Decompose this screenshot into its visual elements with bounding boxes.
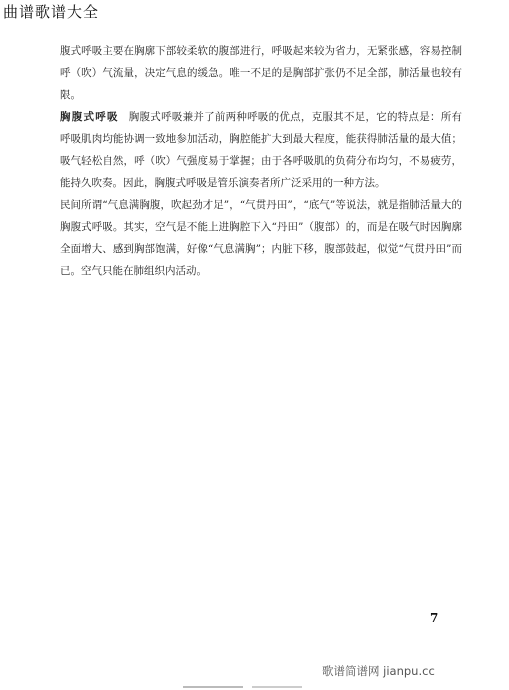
scan-edge-mark <box>252 686 302 688</box>
paragraph-abdominal-breathing <box>60 40 462 106</box>
section-term: 胸腹式呼吸 <box>60 111 119 123</box>
paragraph-text: 民间所谓“气息满胸腹，吹起劲才足”，“气贯丹田”，“底气”等说法，就是指肺活量大的胸腹式呼吸。其实，空气是不能上进胸腔下入“丹田”（腹部）的，而是在吸气时因胸廓全面增大、感到胸部饱满，好像“气息满胸”；内脏下移，腹部鼓起，似觉“气贯丹田”而已。空气只能在肺组织内活动。 <box>60 199 462 277</box>
paragraph-chest-abdominal-breathing <box>60 106 462 194</box>
paragraph-folk-sayings <box>60 194 462 282</box>
scan-edge-mark <box>183 686 243 688</box>
paragraph-text: 腹式呼吸主要在胸廓下部较柔软的腹部进行，呼吸起来较为省力，无紧张感，容易控制呼（吹）气流量，决定气息的缓急。唯一不足的是胸部扩张仍不足全部，肺活量也较有限。 <box>60 45 462 101</box>
paragraph-text: 胸腹式呼吸兼并了前两种呼吸的优点，克服其不足，它的特点是：所有呼吸肌肉均能协调一致地参加活动，胸腔能扩大到最大程度，能获得肺活量的最大值；吸气轻松自然，呼（吹）气强度易于掌握；由于各呼吸肌的负荷分布均匀，不易疲劳，能持久吹奏。因此，胸腹式呼吸是管乐演奏者所广泛采用的一种方法。 <box>60 111 463 189</box>
page-number: 7 <box>430 611 439 625</box>
site-header-title: 曲谱歌谱大全 <box>3 3 100 21</box>
watermark-text: 歌谱简谱网 jianpu.cc <box>322 664 435 678</box>
document-body <box>60 40 462 282</box>
